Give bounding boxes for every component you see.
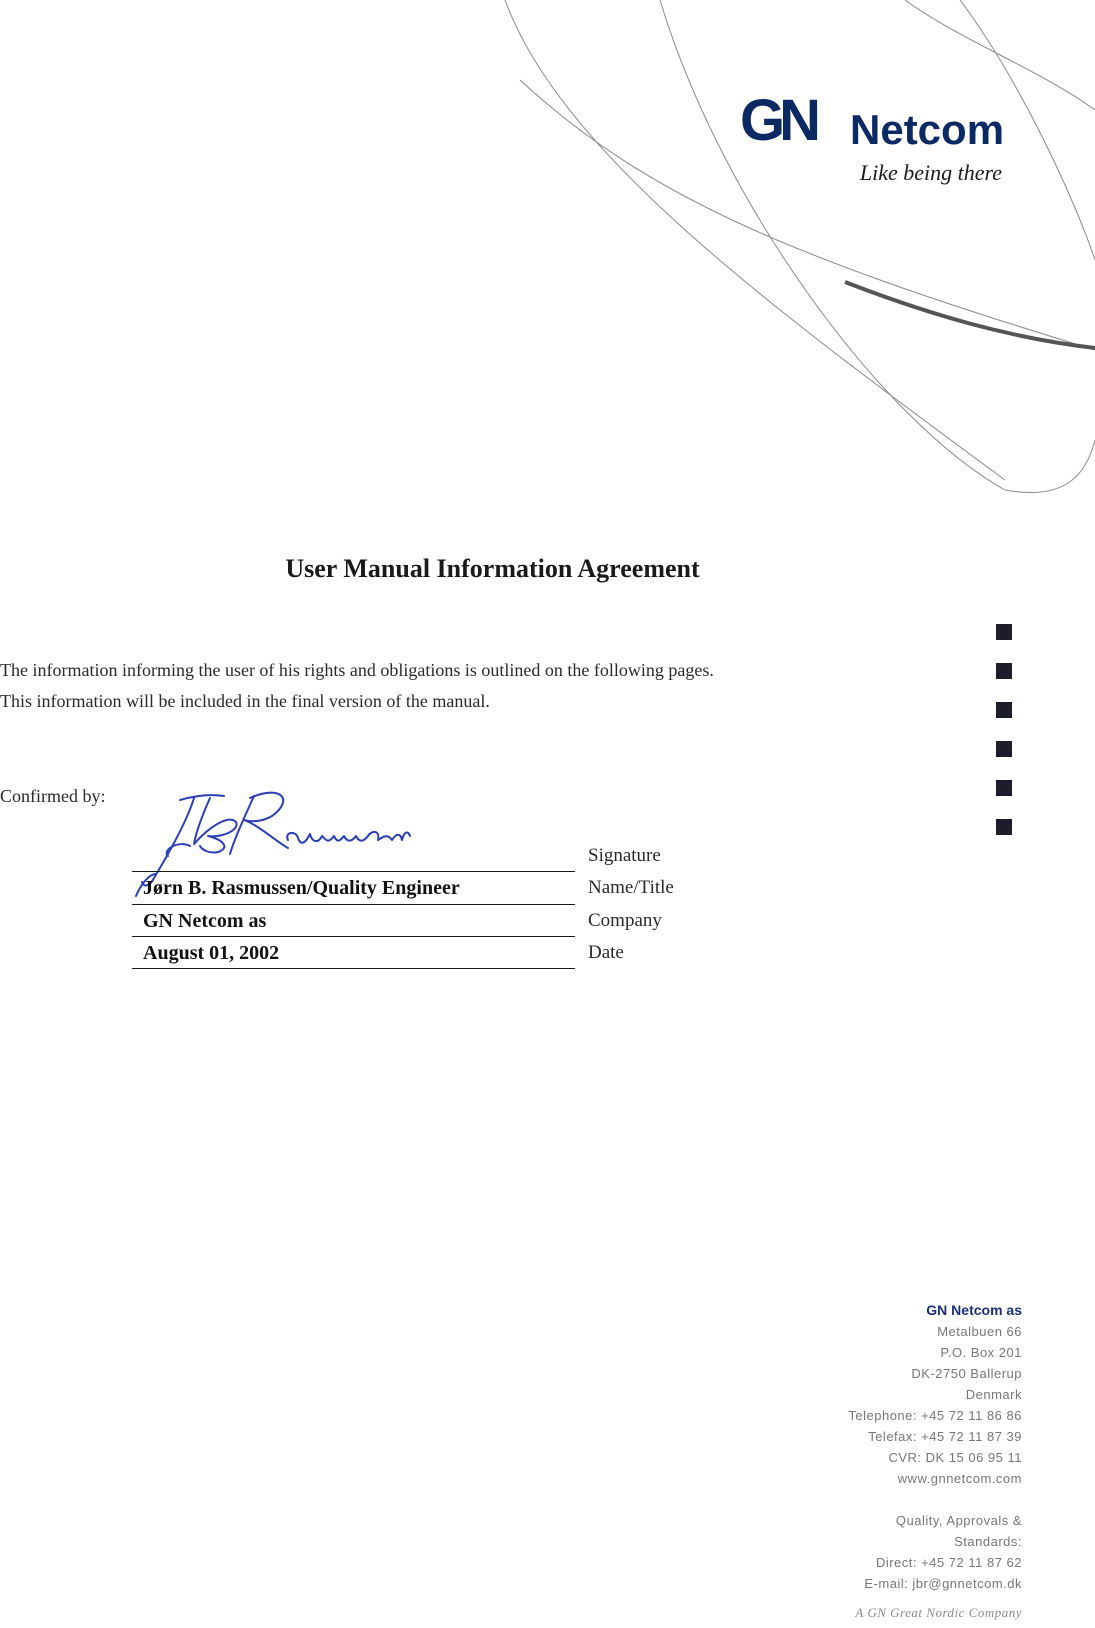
gn-netcom-logo — [740, 88, 1010, 192]
footer-pobox: P.O. Box 201 — [940, 1345, 1022, 1360]
footer-street: Metalbuen 66 — [937, 1324, 1022, 1339]
name-title-line — [132, 904, 575, 905]
signature-line — [132, 871, 575, 872]
footer-direct: Direct: +45 72 11 87 62 — [875, 1555, 1022, 1570]
name-title-label: Name/Title — [588, 877, 674, 898]
square-marker — [996, 624, 1012, 640]
company-value: GN Netcom as — [143, 910, 267, 932]
footer-group-note: A GN Great Nordic Company — [855, 1605, 1022, 1620]
square-marker — [996, 819, 1012, 835]
square-marker — [996, 780, 1012, 796]
footer-dept-line-2: Standards: — [954, 1534, 1022, 1549]
page-title: User Manual Information Agreement — [285, 554, 700, 583]
logo-wordmark: Netcom — [850, 106, 1005, 153]
company-address-footer — [848, 1300, 1022, 1623]
footer-telefax: Telefax: +45 72 11 87 39 — [868, 1429, 1022, 1444]
footer-web: www.gnnetcom.com — [897, 1471, 1022, 1486]
confirmed-by-label: Confirmed by: — [0, 786, 106, 806]
logo-tagline: Like being there — [859, 160, 1002, 185]
intro-line-1: The information informing the user of his rights and obligations is outlined on the following pages. — [0, 660, 714, 680]
intro-line-2: This information will be included in the final version of the manual. — [0, 691, 490, 711]
footer-city: DK-2750 Ballerup — [911, 1366, 1022, 1381]
signature-label: Signature — [588, 845, 661, 866]
company-line — [132, 936, 575, 937]
footer-dept-line-1: Quality, Approvals & — [895, 1513, 1022, 1528]
footer-country: Denmark — [965, 1387, 1022, 1402]
company-label: Company — [588, 910, 662, 931]
logo-mark: GN — [740, 88, 815, 153]
date-line — [132, 968, 575, 969]
date-label: Date — [588, 942, 624, 963]
footer-company: GN Netcom as — [926, 1302, 1022, 1318]
square-marker — [996, 663, 1012, 679]
footer-email: E-mail: jbr@gnnetcom.dk — [864, 1576, 1022, 1591]
date-value: August 01, 2002 — [143, 942, 280, 964]
footer-cvr: CVR: DK 15 06 95 11 — [888, 1450, 1022, 1465]
decorative-swoosh-lines — [0, 0, 1095, 520]
margin-square-markers — [996, 624, 1012, 858]
name-title-value: Jørn B. Rasmussen/Quality Engineer — [143, 877, 460, 899]
square-marker — [996, 741, 1012, 757]
square-marker — [996, 702, 1012, 718]
intro-text — [0, 655, 714, 717]
footer-telephone: Telephone: +45 72 11 86 86 — [848, 1408, 1022, 1423]
